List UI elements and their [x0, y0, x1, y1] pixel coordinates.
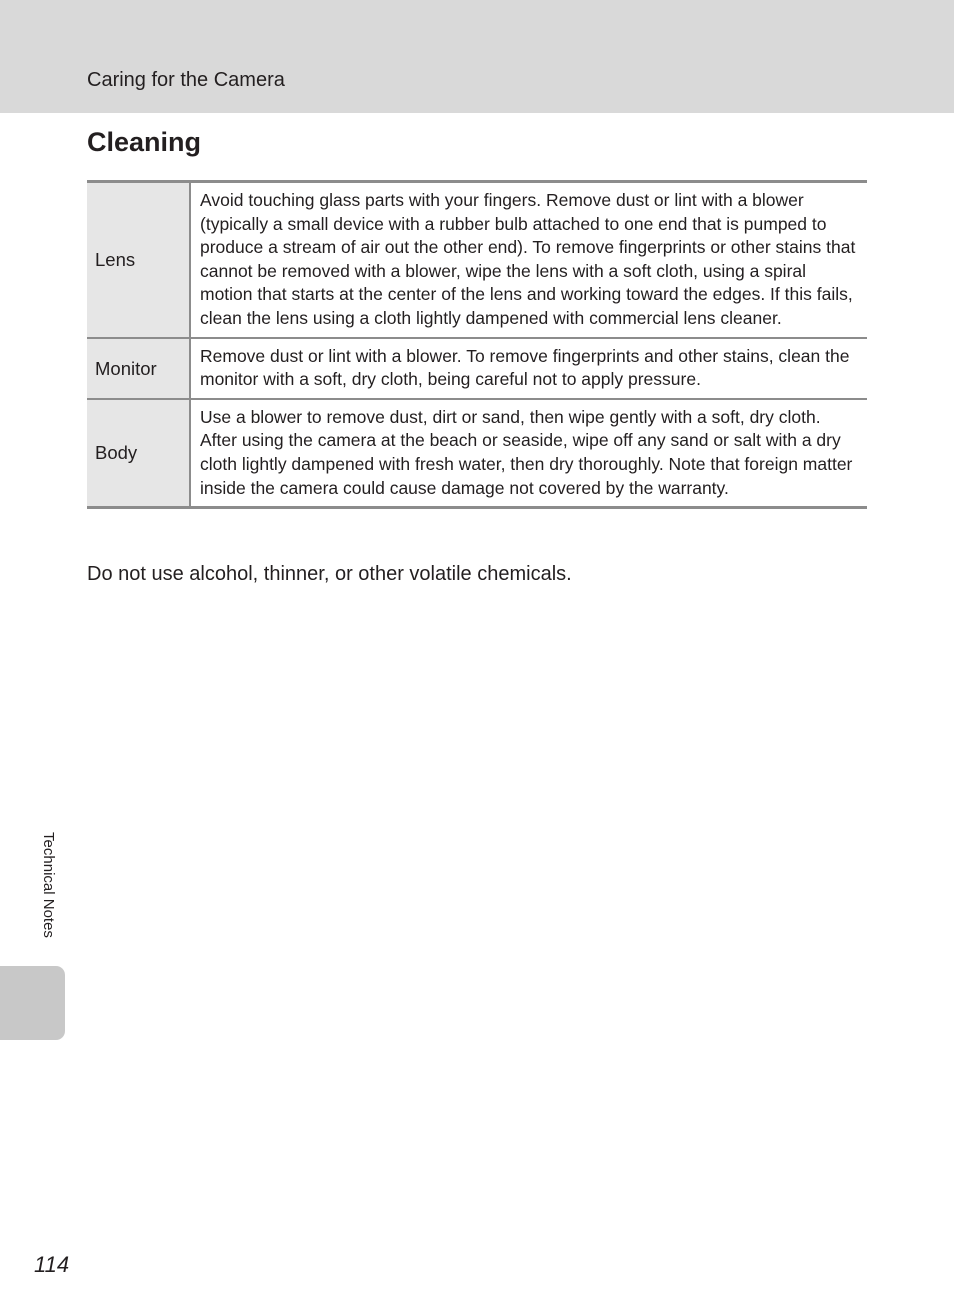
- page-number: 114: [34, 1252, 70, 1277]
- item-cell: Body: [87, 399, 190, 508]
- cleaning-table: [87, 180, 867, 509]
- page-title: Cleaning: [87, 127, 202, 157]
- header-band: [0, 0, 954, 113]
- description-cell: Use a blower to remove dust, dirt or sand, then wipe gently with a soft, dry cloth. After using the camera at the beach or seaside, wipe off any sand or salt with a dry cloth lightly dampened with fresh water, then dry thoroughly. Note that foreign matter inside the camera could cause damage not covered by the warranty.: [190, 399, 867, 508]
- side-tab-label: Technical Notes: [40, 832, 57, 938]
- item-cell: Monitor: [87, 338, 190, 399]
- description-cell: Remove dust or lint with a blower. To remove fingerprints and other stains, clean the monitor with a soft, dry cloth, being careful not to apply pressure.: [190, 338, 867, 399]
- description-cell: Avoid touching glass parts with your fingers. Remove dust or lint with a blower (typically a small device with a rubber bulb attached to one end that is pumped to produce a stream of air out the other end). To remove fingerprints or other stains that cannot be removed with a blower, wipe the lens with a soft cloth, using a spiral motion that starts at the center of the lens and working toward the edges. If this fails, clean the lens using a cloth lightly dampened with commercial lens cleaner.: [200, 190, 856, 328]
- table-row-monitor: [87, 338, 867, 399]
- table-row-body: [87, 399, 867, 508]
- item-cell: Lens: [87, 182, 190, 338]
- section-heading: Caring for the Camera: [87, 69, 285, 91]
- caution-note: Do not use alcohol, thinner, or other volatile chemicals.: [87, 563, 572, 585]
- side-tab: [0, 966, 65, 1040]
- table-row-lens: [87, 182, 867, 338]
